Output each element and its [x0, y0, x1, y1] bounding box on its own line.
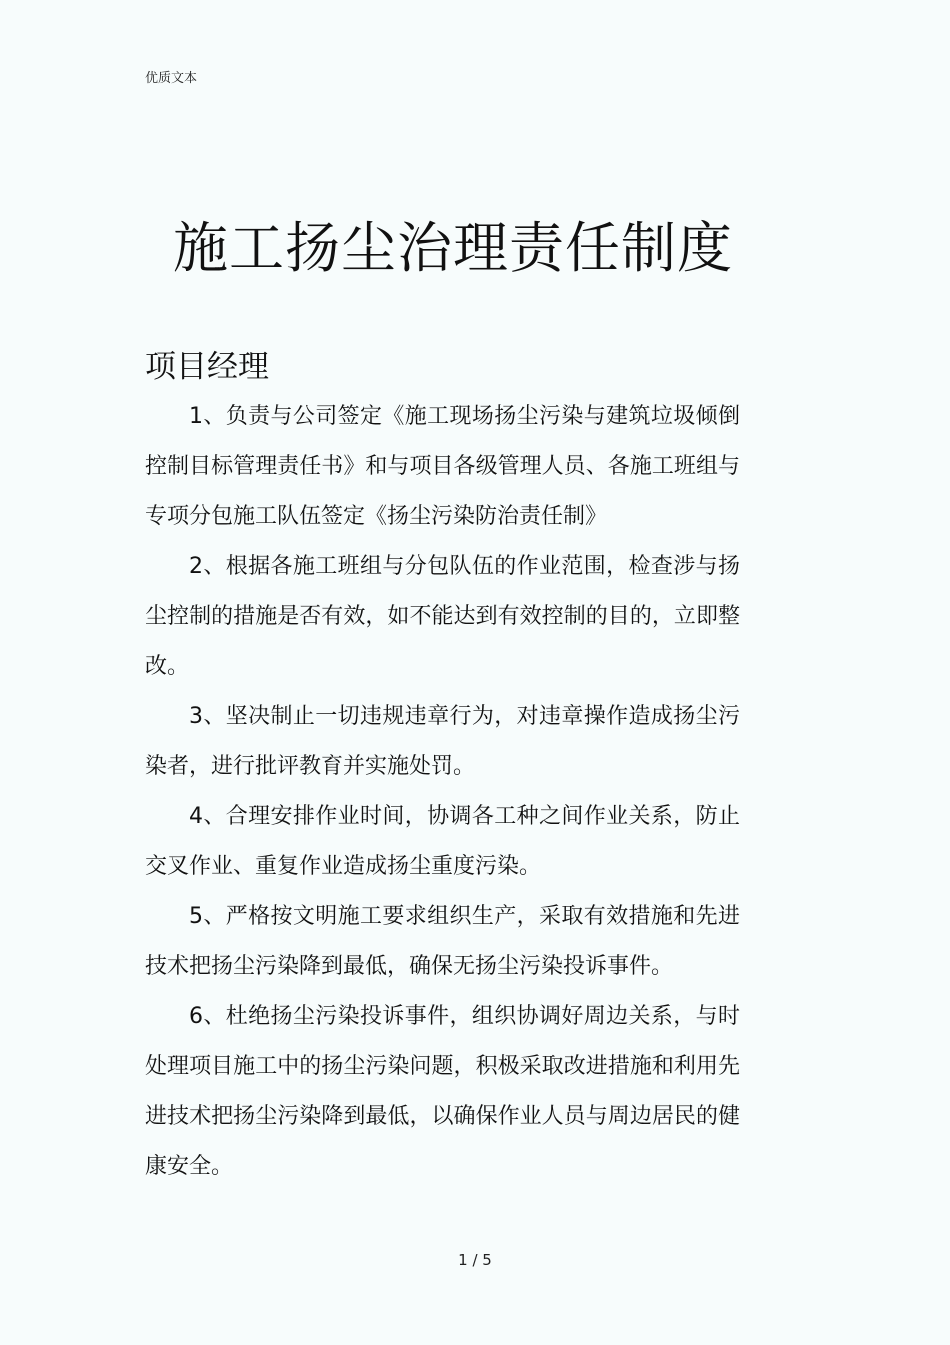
paragraph-4: 4、合理安排作业时间，协调各工种之间作业关系，防止交叉作业、重复作业造成扬尘重度污染。 [145, 804, 740, 879]
document-title: 施工扬尘治理责任制度 [172, 216, 733, 280]
paragraph-3: 3、坚决制止一切违规违章行为，对违章操作造成扬尘污染者，进行批评教育并实施处罚。 [145, 704, 740, 779]
header-tag: 优质文本 [145, 71, 198, 86]
document-body [145, 392, 740, 1192]
section-heading: 项目经理 [145, 349, 269, 385]
paragraph-1: 1、负责与公司签定《施工现场扬尘污染与建筑垃圾倾倒控制目标管理责任书》和与项目各级管理人员、各施工班组与专项分包施工队伍签定《扬尘污染防治责任制》 [145, 404, 740, 529]
page-number: 1 / 5 [458, 1251, 492, 1269]
paragraph-5: 5、严格按文明施工要求组织生产，采取有效措施和先进技术把扬尘污染降到最低，确保无扬尘污染投诉事件。 [145, 904, 740, 979]
paragraph-6: 6、杜绝扬尘污染投诉事件，组织协调好周边关系，与时处理项目施工中的扬尘污染问题，积极采取改进措施和利用先进技术把扬尘污染降到最低，以确保作业人员与周边居民的健康安全。 [145, 1004, 740, 1179]
paragraph-2: 2、根据各施工班组与分包队伍的作业范围，检查涉与扬尘控制的措施是否有效，如不能达到有效控制的目的，立即整改。 [145, 554, 740, 679]
